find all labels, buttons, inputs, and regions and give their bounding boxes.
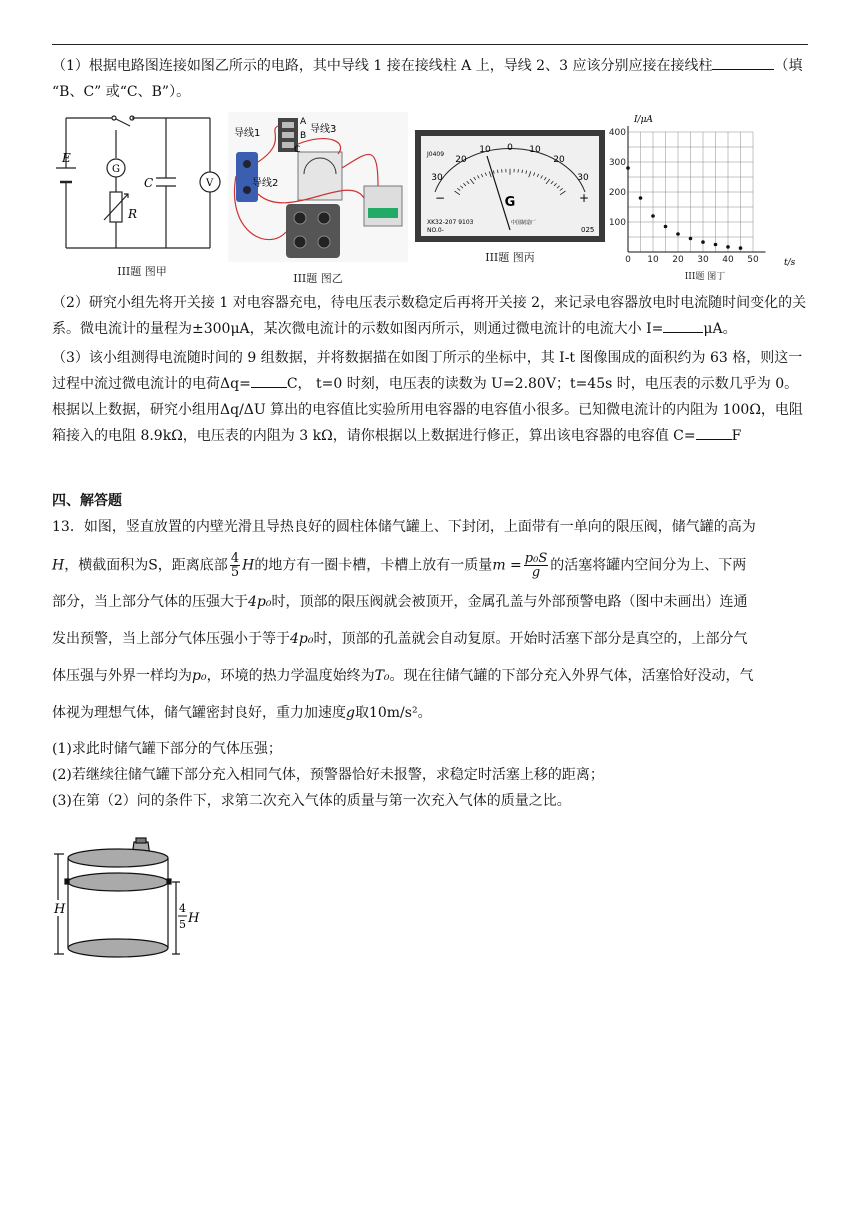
dial-grade: 025 [581,226,595,234]
q13-sub1: (1)求此时储气罐下部分的气体压强； [52,741,282,757]
label-V: V [206,178,214,189]
chart-point [626,166,630,170]
q13-text-1: 13．如图，竖直放置的内壁光滑且导热良好的圆柱体储气罐上、下封闭，上面带有一单向的限压阀，储气罐的高为 [52,519,756,535]
answer-blank-q3b [696,425,732,440]
scale-label-0: 0 [507,143,513,153]
chart-ylabel: I/μA [634,115,653,125]
frac-num: 4 [230,551,240,566]
q13-text-5b: ，环境的热力学温度始终为 [206,668,375,684]
q2-text: （2）研究小组先将开关接 1 对电容器充电，待电压表示数稳定后再将开关接 2，来记录电容器放电时电流随时间变化的关系。微电流计的量程为±300μA，某次微电流计的示数如图丙所示，则通过微电流计的电流大小 I= [52,295,807,337]
scale-label-p30: 30 [577,173,589,183]
frac-g: g [531,565,541,580]
dial-model: J0409 [427,151,445,158]
label-A: A [300,117,307,127]
q13-text-6b: 取 [354,705,369,721]
tank-label-den: 5 [179,918,186,931]
label-wire1: 导线1 [234,128,261,139]
q13-text-3b: 时，顶部的限压阀就会被顶开，金属孔盖与外部预警电路（图中未画出）连通 [271,594,748,610]
chart-xlabel: t/s [784,258,796,268]
chart-point [739,246,743,250]
dial-letter-G: G [504,195,516,210]
math-H-2: H [242,557,255,574]
label-G: G [112,164,120,175]
q1-line [52,55,812,77]
q13-text-6c: 。 [417,705,432,721]
math-p0: p₀ [192,668,207,684]
q3-paragraph [52,345,812,449]
tank-label-num: 4 [179,902,186,915]
caption-jia: III题 图甲 [117,265,167,278]
dial-maker: 中国制造厂 [511,220,537,226]
scale-label-p10: 10 [529,145,541,155]
answer-blank-q3a [251,373,287,388]
math-g-value: 10m/s² [368,705,418,721]
scale-label-n20: 20 [455,155,467,165]
chart-x-tick: 50 [747,255,759,265]
q13-text-2c: 的地方有一圈卡槽，卡槽上放有一质量 [254,557,493,574]
q13-sub3: (3)在第（2）问的条件下，求第二次充入气体的质量与第一次充入气体的质量之比。 [52,793,571,809]
chart-x-tick: 0 [625,255,631,265]
math-4p0: 4p₀ [248,594,272,610]
q13-text-5a: 体压强与外界一样均为 [52,668,192,684]
q13-line-1 [52,516,812,538]
math-g: g [346,705,355,721]
figure-yi-apparatus [228,112,408,262]
q3-unit: F [731,428,742,444]
math-m-eq: m = [492,557,522,574]
q3-text-2: C， t=0 时刻，电压表的读数为 U=2.80V；t=45s 时，电压表的示数几乎为 0。根据以上数据，研究小组用Δq/ΔU 算出的电容值比实验所用电容器的电容值小很多。已知微电流计的内阻为 100Ω，电阻箱接入的电阻 8.9kΩ，电压表的内阻为 3 kΩ，请你根据以上数据进行修正，算出该电容器的电容值 C= [52,376,803,444]
label-wire2: 导线2 [252,178,279,189]
scale-label-n30: 30 [431,173,443,183]
chart-point [651,214,655,218]
scale-label-n10: 10 [479,145,491,155]
chart-y-tick: 200 [608,188,626,198]
q1-line-2 [52,81,812,103]
fraction-4-5 [230,552,240,579]
chart-point [726,245,730,249]
dial-number: NO.0- [427,227,444,234]
chart-point [664,225,668,229]
figure-ding-chart [608,112,810,272]
q1-text: （1）根据电路图连接如图乙所示的电路，其中导线 1 接在接线柱 A 上，导线 2、3 应该分别应接在接线柱 [52,58,713,74]
caption-yi: III题 图乙 [293,272,343,285]
chart-point [639,196,643,200]
math-H: H [52,557,65,574]
chart-point [714,243,718,247]
dial-minus: − [435,191,446,205]
q13-text-2d: 的活塞将罐内空间分为上、下两 [550,557,747,574]
chart-y-tick: 300 [608,158,626,168]
chart-point [689,237,693,241]
frac-p0S: p₀S [524,551,548,566]
figure-jia-circuit [52,110,222,275]
caption-ding: III题 图丁 [684,272,726,282]
fraction-p0S-g [524,552,548,579]
answer-blank-q2 [663,318,703,333]
q1-options: “B、C” 或“C、B”）。 [52,84,191,100]
dial-plus: + [579,191,590,205]
q3-text: （3）该小组测得电流随时间的 9 组数据，并将数据描在如图丁所示的坐标中，其 I-t 图像围成的面积约为 63 格，则这一过程中流过微电流计的电荷Δq= [52,350,803,392]
label-wire3: 导线3 [310,124,337,135]
figure-gas-tank [52,836,202,966]
top-rule [52,44,808,45]
q13-text-4b: 时，顶部的孔盖就会自动复原。开始时活塞下部分是真空的，上部分气 [313,631,748,647]
tank-label-H: H [54,902,66,917]
q13-text-4a: 发出预警，当上部分气体压强小于等于 [52,631,290,647]
tank-label-H2: H [188,911,200,926]
frac-den: 5 [230,565,240,580]
math-T0: T₀ [374,668,390,684]
dial-serial: XK32-207 9103 [427,219,474,226]
q13-text-2b: ，横截面积为S，距离底部 [64,557,228,574]
q13-line-4 [52,628,812,650]
q13-sub2: (2)若继续往储气罐下部分充入相同气体，预警器恰好未报警，求稳定时活塞上移的距离； [52,767,604,783]
q13-line-3 [52,591,812,613]
q2-paragraph [52,290,812,342]
q13-text-3a: 部分，当上部分气体的压强大于 [52,594,248,610]
label-C-terminal: C [294,145,301,155]
chart-x-tick: 40 [722,255,734,265]
caption-bing: III题 图丙 [485,251,535,264]
chart-point [701,240,705,244]
q1-text-b: （填 [774,58,803,74]
section-title: 四、解答题 [52,493,122,509]
figure-bing-galvanometer [415,130,605,242]
q13-line-2 [52,552,812,579]
label-C: C [144,176,154,190]
scale-label-p20: 20 [553,155,565,165]
q13-text-5c: 。现在往储气罐的下部分充入外界气体，活塞恰好没动，气 [389,668,754,684]
q2-unit: μA。 [703,321,737,337]
chart-point [676,232,680,236]
chart-x-tick: 10 [647,255,659,265]
q13-line-6 [52,702,812,724]
label-B: B [300,131,307,141]
label-E: E [62,151,71,165]
q13-line-5 [52,665,812,687]
chart-x-tick: 30 [697,255,709,265]
chart-x-tick: 20 [672,255,684,265]
q13-text-6a: 体视为理想气体，储气罐密封良好，重力加速度 [52,705,346,721]
answer-blank-q1 [712,55,774,70]
chart-y-tick: 400 [608,128,626,138]
label-R: R [128,207,138,221]
math-4p0-2: 4p₀ [290,631,314,647]
chart-y-tick: 100 [608,218,626,228]
